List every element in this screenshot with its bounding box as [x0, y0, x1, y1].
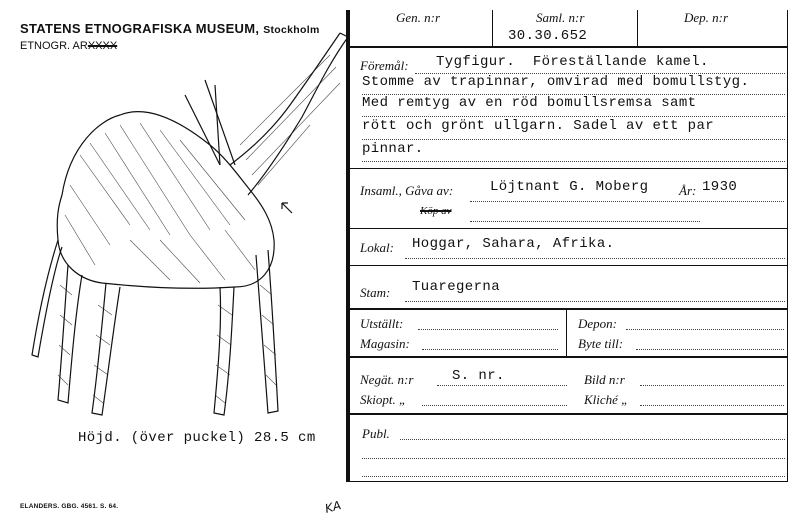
form-left-border	[346, 10, 350, 482]
skiopt-rule	[422, 405, 567, 406]
foremal-line-0: Tygfigur. Föreställande kamel.	[436, 54, 709, 70]
foremal-line-4: pinnar.	[362, 141, 424, 157]
utstallt-label: Utställt:	[360, 316, 404, 331]
lokal-value: Hoggar, Sahara, Afrika.	[412, 236, 615, 252]
lokal-rule	[405, 258, 785, 259]
section-rule-2	[346, 228, 788, 229]
skiopt-label: Skiopt. „	[360, 392, 407, 407]
section-rule-5	[346, 356, 788, 358]
depon-rule	[626, 329, 784, 330]
foremal-line-3: rött och grönt ullgarn. Sadel av ett par	[362, 118, 715, 134]
bild-rule	[640, 385, 784, 386]
stam-label: Stam:	[360, 285, 391, 300]
kliche-label: Kliché „	[584, 392, 629, 407]
foremal-rule-1	[362, 94, 785, 95]
stam-rule	[405, 301, 785, 302]
foremal-rule-4	[362, 161, 785, 162]
bild-label: Bild n:r	[584, 372, 625, 387]
height-note: Höjd. (över puckel) 28.5 cm	[78, 430, 316, 446]
magasin-label: Magasin:	[360, 336, 410, 351]
foremal-line-2: Med remtyg av en röd bomullsremsa samt	[362, 95, 697, 111]
header-divider-1	[492, 10, 493, 46]
kliche-rule	[640, 405, 784, 406]
insaml-label: Insaml., Gåva av:	[360, 183, 454, 198]
museum-name-text: STATENS ETNOGRAFISKA MUSEUM,	[20, 21, 260, 36]
section-rule-1	[346, 168, 788, 169]
byte-rule	[636, 349, 784, 350]
foremal-rule-2	[362, 116, 785, 117]
etnogr-struck: XXXX	[87, 40, 118, 52]
form-bottom-border	[346, 481, 788, 482]
negat-value: S. nr.	[452, 368, 505, 384]
negat-rule	[437, 385, 567, 386]
section-rule-3	[346, 265, 788, 266]
publ-rule-0	[400, 439, 785, 440]
form-top-border	[346, 46, 788, 48]
storage-divider	[566, 310, 567, 356]
utstallt-rule	[418, 329, 558, 330]
magasin-rule	[422, 349, 558, 350]
saml-label: Saml. n:r	[536, 10, 585, 25]
insaml-rule	[470, 201, 784, 202]
publ-rule-2	[362, 476, 785, 477]
negat-label: Negät. n:r	[360, 372, 414, 387]
saml-value: 30.30.652	[508, 28, 588, 44]
etnogr-text: ETNOGR. AR	[20, 40, 88, 52]
form-right-border	[787, 10, 788, 482]
header-divider-2	[637, 10, 638, 46]
publ-label: Publ.	[362, 426, 390, 441]
byte-label: Byte till:	[578, 336, 624, 351]
stam-value: Tuaregerna	[412, 279, 501, 295]
insaml-value: Löjtnant G. Moberg	[490, 179, 649, 195]
foremal-rule-3	[362, 139, 785, 140]
gen-label: Gen. n:r	[396, 10, 441, 25]
initials: KA	[323, 498, 343, 516]
museum-city: Stockholm	[263, 24, 320, 36]
section-rule-4	[346, 308, 788, 310]
depon-label: Depon:	[578, 316, 617, 331]
kop-struck: Köp av	[420, 205, 452, 217]
printer-mark: ELANDERS. GBG. 4561. S. 64.	[20, 503, 119, 510]
dep-label: Dep. n:r	[684, 10, 729, 25]
kop-rule	[470, 221, 700, 222]
publ-rule-1	[362, 458, 785, 459]
foremal-label: Föremål:	[360, 58, 409, 73]
camel-sketch	[10, 25, 355, 445]
section-rule-6	[346, 413, 788, 415]
lokal-label: Lokal:	[360, 240, 394, 255]
ar-value: 1930	[702, 179, 738, 195]
foremal-line-1: Stomme av trapinnar, omvirad med bomullstyg.	[362, 74, 750, 90]
foremal-rule-0	[415, 73, 785, 74]
ar-label: År:	[679, 183, 697, 198]
